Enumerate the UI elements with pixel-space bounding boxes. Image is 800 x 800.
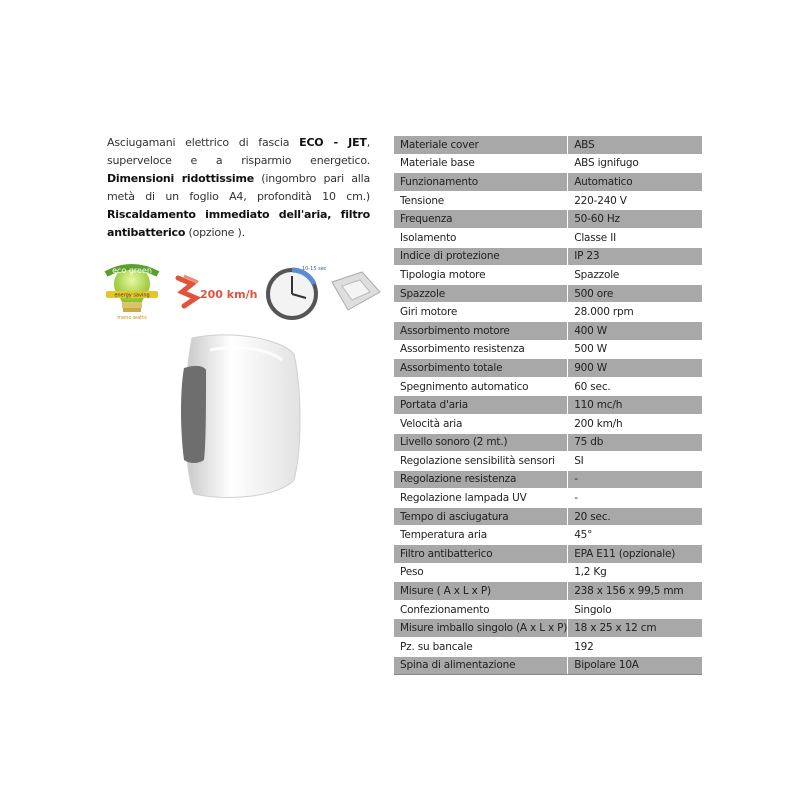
spec-table — [394, 136, 702, 675]
spec-label: Materiale cover — [394, 136, 568, 154]
spec-label: Isolamento — [394, 228, 568, 247]
spec-row — [394, 414, 702, 433]
spec-label: Materiale base — [394, 154, 568, 173]
spec-row — [394, 228, 702, 247]
spec-label: Tempo di asciugatura — [394, 507, 568, 526]
spec-row — [394, 303, 702, 322]
spec-value: 28.000 rpm — [568, 303, 702, 322]
spec-label: Peso — [394, 563, 568, 582]
spec-value: Spazzole — [568, 266, 702, 285]
spec-row — [394, 545, 702, 564]
spec-value: 220-240 V — [568, 191, 702, 210]
spec-value: 18 x 25 x 12 cm — [568, 619, 702, 638]
spec-label: Assorbimento totale — [394, 359, 568, 378]
spec-value: 500 W — [568, 340, 702, 359]
spec-value: 192 — [568, 638, 702, 657]
spec-row — [394, 173, 702, 192]
spec-label: Misure ( A x L x P) — [394, 582, 568, 601]
spec-value: - — [568, 489, 702, 508]
spec-label: Temperatura aria — [394, 526, 568, 545]
spec-row — [394, 284, 702, 303]
spec-row — [394, 619, 702, 638]
spec-row — [394, 396, 702, 415]
spec-row — [394, 656, 702, 675]
spec-row — [394, 191, 702, 210]
spec-label: Regolazione resistenza — [394, 470, 568, 489]
desc-text-4: (opzione ). — [185, 226, 245, 239]
spec-row — [394, 526, 702, 545]
spec-label: Spegnimento automatico — [394, 377, 568, 396]
spec-row — [394, 154, 702, 173]
spec-label: Tipologia motore — [394, 266, 568, 285]
product-description — [107, 134, 370, 242]
spec-value: ABS — [568, 136, 702, 154]
spec-label: Regolazione sensibilità sensori — [394, 452, 568, 471]
spec-label: Tensione — [394, 191, 568, 210]
spec-value: 20 sec. — [568, 507, 702, 526]
spec-label: Assorbimento resistenza — [394, 340, 568, 359]
clock-label: 10-15 sec — [302, 266, 327, 272]
eco-label: eco green — [112, 266, 152, 275]
spec-row — [394, 377, 702, 396]
feature-icons — [100, 258, 390, 328]
desc-text-1: Asciugamani elettrico di fascia — [107, 136, 300, 149]
spec-label: Pz. su bancale — [394, 638, 568, 657]
spec-value: 75 db — [568, 433, 702, 452]
spec-value: 50-60 Hz — [568, 210, 702, 229]
spec-row — [394, 321, 702, 340]
spec-table-body — [394, 136, 702, 675]
spec-value: 45° — [568, 526, 702, 545]
spec-row — [394, 470, 702, 489]
spec-row — [394, 340, 702, 359]
spec-label: Assorbimento motore — [394, 321, 568, 340]
eco-green-bulb-icon — [100, 258, 164, 322]
spec-row — [394, 563, 702, 582]
desc-bold-2: Dimensioni ridottissime — [107, 172, 255, 185]
eco-sub-label-2: meno watts — [117, 315, 147, 321]
spec-row — [394, 210, 702, 229]
spec-label: Filtro antibatterico — [394, 545, 568, 564]
spec-value: 400 W — [568, 321, 702, 340]
desc-bold-3: Riscaldamento immediato dell'aria, filtro antibatterico — [107, 208, 370, 239]
wall-plate-icon — [328, 268, 383, 316]
spec-row — [394, 136, 702, 154]
spec-row — [394, 452, 702, 471]
spec-label: Portata d'aria — [394, 396, 568, 415]
spec-value: 900 W — [568, 359, 702, 378]
speed-label: 200 km/h — [200, 288, 258, 301]
spec-value: - — [568, 470, 702, 489]
spec-row — [394, 582, 702, 601]
spec-label: Confezionamento — [394, 600, 568, 619]
spec-label: Funzionamento — [394, 173, 568, 192]
spec-row — [394, 359, 702, 378]
spec-label: Frequenza — [394, 210, 568, 229]
spec-label: Spina di alimentazione — [394, 656, 568, 675]
desc-text-2: , superveloce e a risparmio energetico. — [107, 136, 370, 167]
spec-value: 1,2 Kg — [568, 563, 702, 582]
spec-value: 200 km/h — [568, 414, 702, 433]
spec-value: Classe II — [568, 228, 702, 247]
spec-value: 500 ore — [568, 284, 702, 303]
spec-row — [394, 247, 702, 266]
desc-text-3: (ingombro pari alla metà di un foglio A4, profondità 10 cm.) — [107, 172, 370, 203]
spec-label: Misure imballo singolo (A x L x P) — [394, 619, 568, 638]
desc-bold-1: ECO - JET — [299, 136, 367, 149]
spec-row — [394, 507, 702, 526]
drying-time-clock-icon — [262, 262, 327, 322]
spec-value: 110 mc/h — [568, 396, 702, 415]
spec-value: Singolo — [568, 600, 702, 619]
spec-label: Velocità aria — [394, 414, 568, 433]
spec-label: Giri motore — [394, 303, 568, 322]
spec-value: 60 sec. — [568, 377, 702, 396]
spec-row — [394, 638, 702, 657]
spec-value: IP 23 — [568, 247, 702, 266]
spec-label: Spazzole — [394, 284, 568, 303]
spec-label: Regolazione lampada UV — [394, 489, 568, 508]
spec-row — [394, 433, 702, 452]
hand-dryer-image — [170, 330, 310, 510]
spec-row — [394, 266, 702, 285]
spec-row — [394, 489, 702, 508]
spec-value: EPA E11 (opzionale) — [568, 545, 702, 564]
eco-sub-label: energy saving — [114, 292, 150, 299]
air-speed-icon — [170, 272, 258, 312]
spec-label: Indice di protezione — [394, 247, 568, 266]
spec-value: SI — [568, 452, 702, 471]
spec-value: ABS ignifugo — [568, 154, 702, 173]
spec-value: 238 x 156 x 99,5 mm — [568, 582, 702, 601]
spec-value: Bipolare 10A — [568, 656, 702, 675]
spec-label: Livello sonoro (2 mt.) — [394, 433, 568, 452]
spec-row — [394, 600, 702, 619]
spec-value: Automatico — [568, 173, 702, 192]
